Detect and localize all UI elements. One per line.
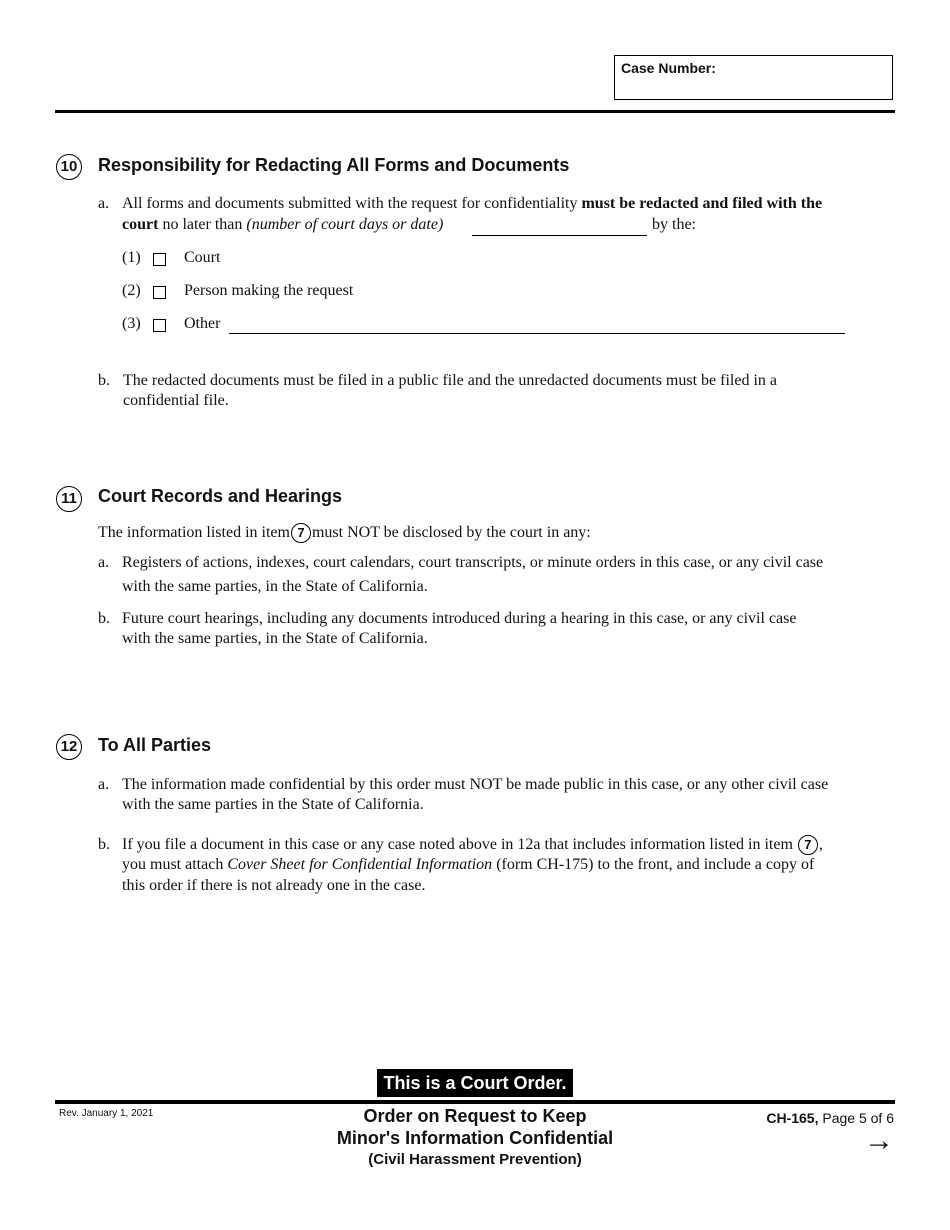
section-12b-line1-pre: If you file a document in this case or any case noted above in 12a that includes information listed in item — [122, 836, 793, 853]
section-12b-line2-post: (form CH-175) to the front, and include a copy of — [492, 856, 815, 873]
section-12b-marker: b. — [98, 836, 110, 853]
redact-deadline-field[interactable] — [472, 234, 647, 236]
section-10b-line1: The redacted documents must be filed in a public file and the unredacted documents must be filed in a — [123, 372, 778, 389]
section-11-title: Court Records and Hearings — [98, 486, 343, 506]
section-11a-line1: Registers of actions, indexes, court calendars, court transcripts, or minute orders in this case, or any civil case — [122, 554, 824, 571]
section-12-title: To All Parties — [98, 735, 212, 755]
section-12-number: 12 — [56, 734, 82, 760]
footer-divider — [55, 1100, 895, 1104]
section-12a-line2: with the same parties in the State of California. — [122, 796, 424, 813]
option-other-field[interactable] — [229, 332, 845, 334]
option-person-checkbox[interactable] — [153, 286, 166, 299]
option-2-marker: (2) — [122, 282, 141, 299]
option-other-label: Other — [184, 315, 221, 332]
section-12b-line2-italic: Cover Sheet for Confidential Information — [227, 856, 493, 873]
section-11b-marker: b. — [98, 610, 110, 627]
section-10a-bold1: must be redacted and filed with the — [581, 195, 823, 212]
court-order-banner: This is a Court Order. — [377, 1069, 573, 1097]
section-10a-line2 — [122, 214, 443, 235]
section-10b-line2: confidential file. — [123, 392, 229, 409]
section-11-number: 11 — [56, 486, 82, 512]
section-10a-line1 — [122, 193, 887, 214]
option-court-label: Court — [184, 249, 221, 266]
footer-title-line2: Minor's Information Confidential — [336, 1128, 614, 1148]
section-11a-marker: a. — [98, 554, 110, 571]
case-number-box[interactable] — [614, 55, 893, 100]
section-10-title: Responsibility for Redacting All Forms and Documents — [98, 155, 570, 175]
item-7-ref-2: 7 — [798, 835, 818, 855]
section-10a-text2: no later than — [158, 216, 247, 233]
section-12b-line1 — [122, 834, 823, 855]
section-12b-line3: this order if there is not already one in the case. — [122, 877, 426, 894]
option-court-checkbox[interactable] — [153, 253, 166, 266]
form-id: CH-165, — [766, 1110, 819, 1126]
section-12b-line2-pre: you must attach — [122, 856, 228, 873]
section-11-intro-post: must NOT be disclosed by the court in any: — [311, 524, 591, 541]
next-page-arrow-icon: → — [864, 1124, 894, 1157]
section-10a-italic: (number of court days or date) — [246, 216, 444, 233]
page-number: Page 5 of 6 — [818, 1110, 894, 1126]
option-other-checkbox[interactable] — [153, 319, 166, 332]
section-11b-line2: with the same parties, in the State of California. — [122, 630, 428, 647]
section-10a-text3: by the: — [652, 216, 696, 233]
footer-subtitle: (Civil Harassment Prevention) — [368, 1151, 582, 1168]
section-10a-text1: All forms and documents submitted with the request for confidentiality — [122, 195, 582, 212]
item-7-ref: 7 — [291, 523, 311, 543]
section-10-number: 10 — [56, 154, 82, 180]
section-10a-marker: a. — [98, 195, 110, 212]
revision-date: Rev. January 1, 2021 — [59, 1108, 154, 1119]
footer-title-line1: Order on Request to Keep — [363, 1106, 587, 1126]
section-12a-marker: a. — [98, 776, 110, 793]
section-10b-marker: b. — [98, 372, 110, 389]
section-11-intro-pre: The information listed in item — [98, 524, 290, 541]
section-11-intro — [98, 522, 591, 543]
section-12b-line1-post: , — [818, 836, 823, 853]
section-11a-line2: with the same parties, in the State of California. — [122, 578, 428, 595]
header-divider — [55, 110, 895, 113]
option-1-marker: (1) — [122, 249, 141, 266]
section-12a-line1: The information made confidential by this order must NOT be made public in this case, or any other civil case — [122, 776, 829, 793]
case-number-label: Case Number: — [621, 60, 716, 76]
option-person-label: Person making the request — [184, 282, 354, 299]
section-11b-line1: Future court hearings, including any documents introduced during a hearing in this case, or any civil case — [122, 610, 797, 627]
option-3-marker: (3) — [122, 315, 141, 332]
section-10a-bold2: court — [122, 216, 159, 233]
section-12b-line2 — [122, 854, 814, 875]
